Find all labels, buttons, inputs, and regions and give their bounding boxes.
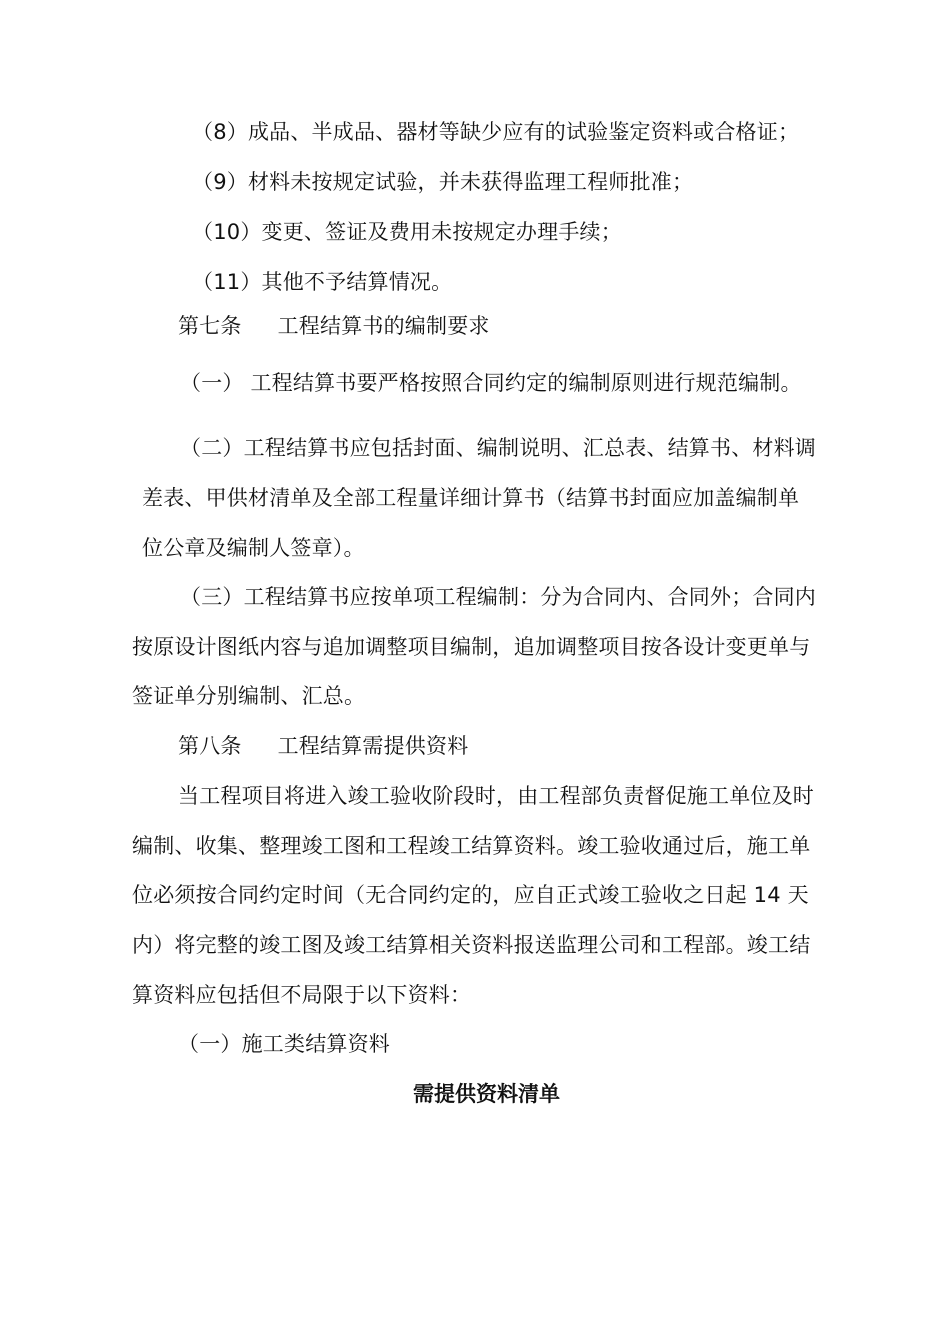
- article-7-number: 第七条: [178, 314, 242, 338]
- article-8-subitem-1: （一）施工类结算资料: [178, 1032, 390, 1056]
- article-8-number: 第八条: [178, 734, 242, 758]
- article-7-para-2-line-3: 位公章及编制人签章）。: [142, 536, 365, 560]
- item-8: （8）成品、半成品、器材等缺少应有的试验鉴定资料或合格证；: [192, 120, 800, 144]
- article-7-para-3-line-3: 签证单分别编制、汇总。: [132, 684, 366, 708]
- item-10: （10）变更、签证及费用未按规定办理手续；: [192, 220, 622, 244]
- article-7-title: 工程结算书的编制要求: [277, 314, 490, 338]
- article-8-para-line-3: 位必须按合同约定时间（无合同约定的，应自正式竣工验收之日起 14 天: [132, 883, 809, 907]
- article-8-para-line-5: 算资料应包括但不局限于以下资料：: [132, 983, 472, 1007]
- item-11: （11）其他不予结算情况。: [192, 270, 453, 294]
- article-7-heading: [178, 311, 490, 341]
- article-7-para-2-line-1: （二）工程结算书应包括封面、编制说明、汇总表、结算书、材料调: [180, 436, 816, 460]
- item-9: （9）材料未按规定试验，并未获得监理工程师批准；: [192, 170, 694, 194]
- list-heading: 需提供资料清单: [413, 1082, 560, 1106]
- article-8-title: 工程结算需提供资料: [277, 734, 469, 758]
- article-7-para-3-line-2: 按原设计图纸内容与追加调整项目编制，追加调整项目按各设计变更单与: [132, 635, 811, 659]
- article-7-para-3-line-1: （三）工程结算书应按单项工程编制：分为合同内、合同外；合同内: [180, 585, 816, 609]
- article-7-para-2-line-2: 差表、甲供材清单及全部工程量详细计算书（结算书封面应加盖编制单: [142, 486, 800, 510]
- article-8-para-line-4: 内）将完整的竣工图及竣工结算相关资料报送监理公司和工程部。竣工结: [132, 933, 811, 957]
- article-7-para-1: （一） 工程结算书要严格按照合同约定的编制原则进行规范编制。: [180, 371, 802, 395]
- article-8-para-line-1: 当工程项目将进入竣工验收阶段时，由工程部负责督促施工单位及时: [178, 784, 814, 808]
- article-8-para-line-2: 编制、收集、整理竣工图和工程竣工结算资料。竣工验收通过后，施工单: [132, 834, 811, 858]
- article-8-heading: [178, 731, 468, 761]
